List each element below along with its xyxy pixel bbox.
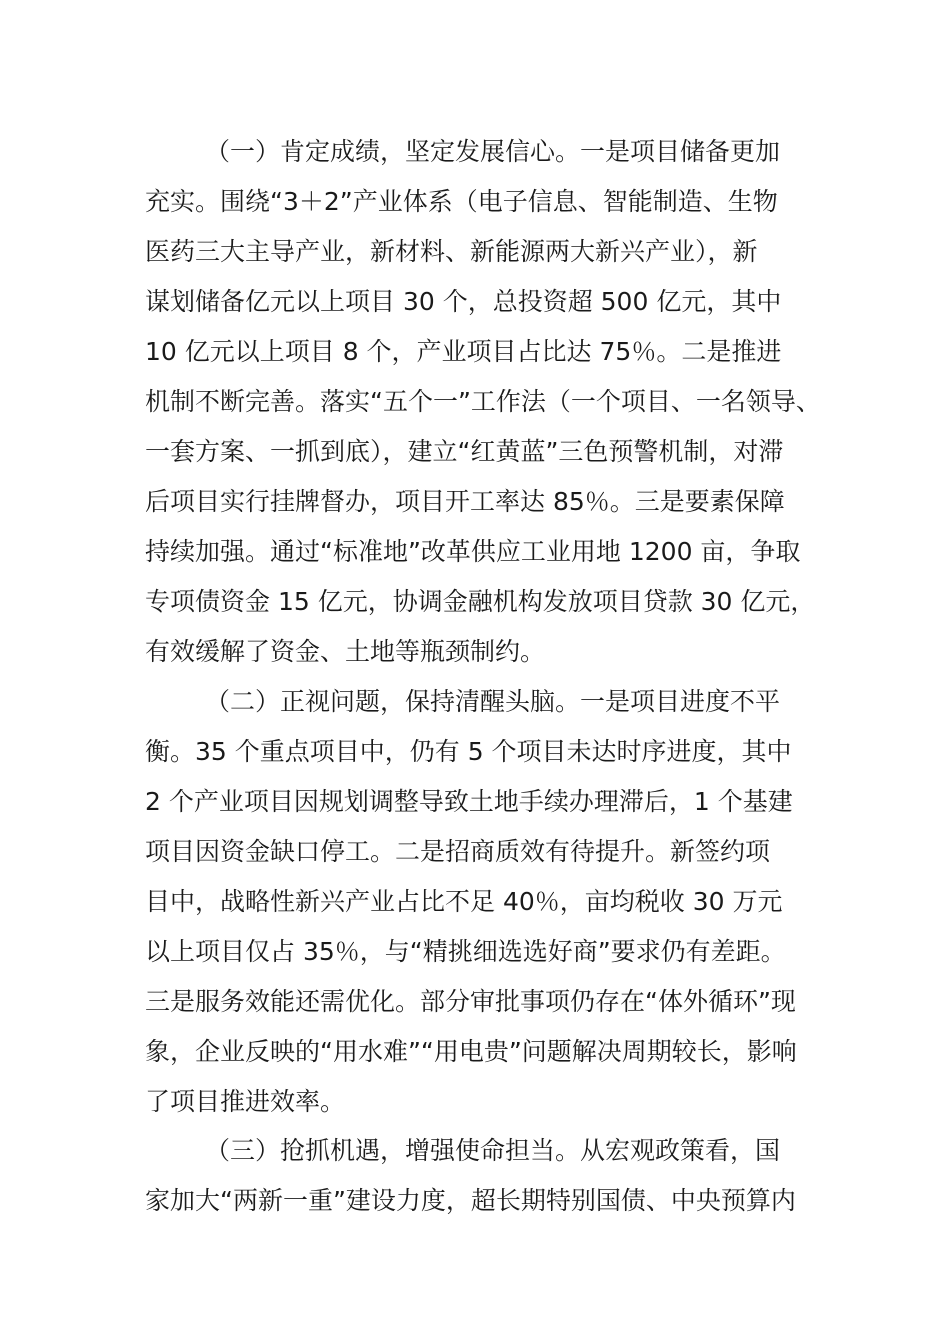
paragraph-1-line-11: 有效缓解了资金、土地等瓶颈制约。 <box>145 637 546 666</box>
paragraph-2-line-8: 象，企业反映的“用水难”“用电贵”问题解决周期较长，影响 <box>145 1037 797 1066</box>
paragraph-2-line-6: 以上项目仅占 35％，与“精挑细选选好商”要求仍有差距。 <box>145 937 786 966</box>
paragraph-3-line-1: （三）抢抓机遇，增强使命担当。从宏观政策看，国 <box>205 1136 781 1165</box>
paragraph-2-line-4: 项目因资金缺口停工。二是招商质效有待提升。新签约项 <box>145 837 771 866</box>
paragraph-2-line-5: 目中，战略性新兴产业占比不足 40％，亩均税收 30 万元 <box>145 887 783 916</box>
paragraph-2-line-2: 衡。35 个重点项目中，仍有 5 个项目未达时序进度，其中 <box>145 737 792 766</box>
paragraph-2-line-3: 2 个产业项目因规划调整导致土地手续办理滞后，1 个基建 <box>145 787 793 816</box>
paragraph-3-line-2: 家加大“两新一重”建设力度，超长期特别国债、中央预算内 <box>145 1186 796 1215</box>
paragraph-2-line-9: 了项目推进效率。 <box>145 1087 346 1116</box>
paragraph-1-line-8: 后项目实行挂牌督办，项目开工率达 85％。三是要素保障 <box>145 487 785 516</box>
paragraph-1-line-10: 专项债资金 15 亿元，协调金融机构发放项目贷款 30 亿元， <box>145 587 816 616</box>
paragraph-1-line-1: （一）肯定成绩，坚定发展信心。一是项目储备更加 <box>205 137 781 166</box>
paragraph-2-line-7: 三是服务效能还需优化。部分审批事项仍存在“体外循环”现 <box>145 987 796 1016</box>
paragraph-1-line-4: 谋划储备亿元以上项目 30 个，总投资超 500 亿元，其中 <box>145 287 782 316</box>
paragraph-2-line-1: （二）正视问题，保持清醒头脑。一是项目进度不平 <box>205 687 781 716</box>
paragraph-1-line-7: 一套方案、一抓到底），建立“红黄蓝”三色预警机制，对滞 <box>145 437 784 466</box>
paragraph-1-line-9: 持续加强。通过“标准地”改革供应工业用地 1200 亩，争取 <box>145 537 801 566</box>
paragraph-1-line-6: 机制不断完善。落实“五个一”工作法（一个项目、一名领导、 <box>145 387 821 416</box>
paragraph-1-line-5: 10 亿元以上项目 8 个，产业项目占比达 75％。二是推进 <box>145 337 782 366</box>
paragraph-1-line-2: 充实。围绕“3＋2”产业体系（电子信息、智能制造、生物 <box>145 187 778 216</box>
paragraph-1-line-3: 医药三大主导产业，新材料、新能源两大新兴产业），新 <box>145 237 758 266</box>
